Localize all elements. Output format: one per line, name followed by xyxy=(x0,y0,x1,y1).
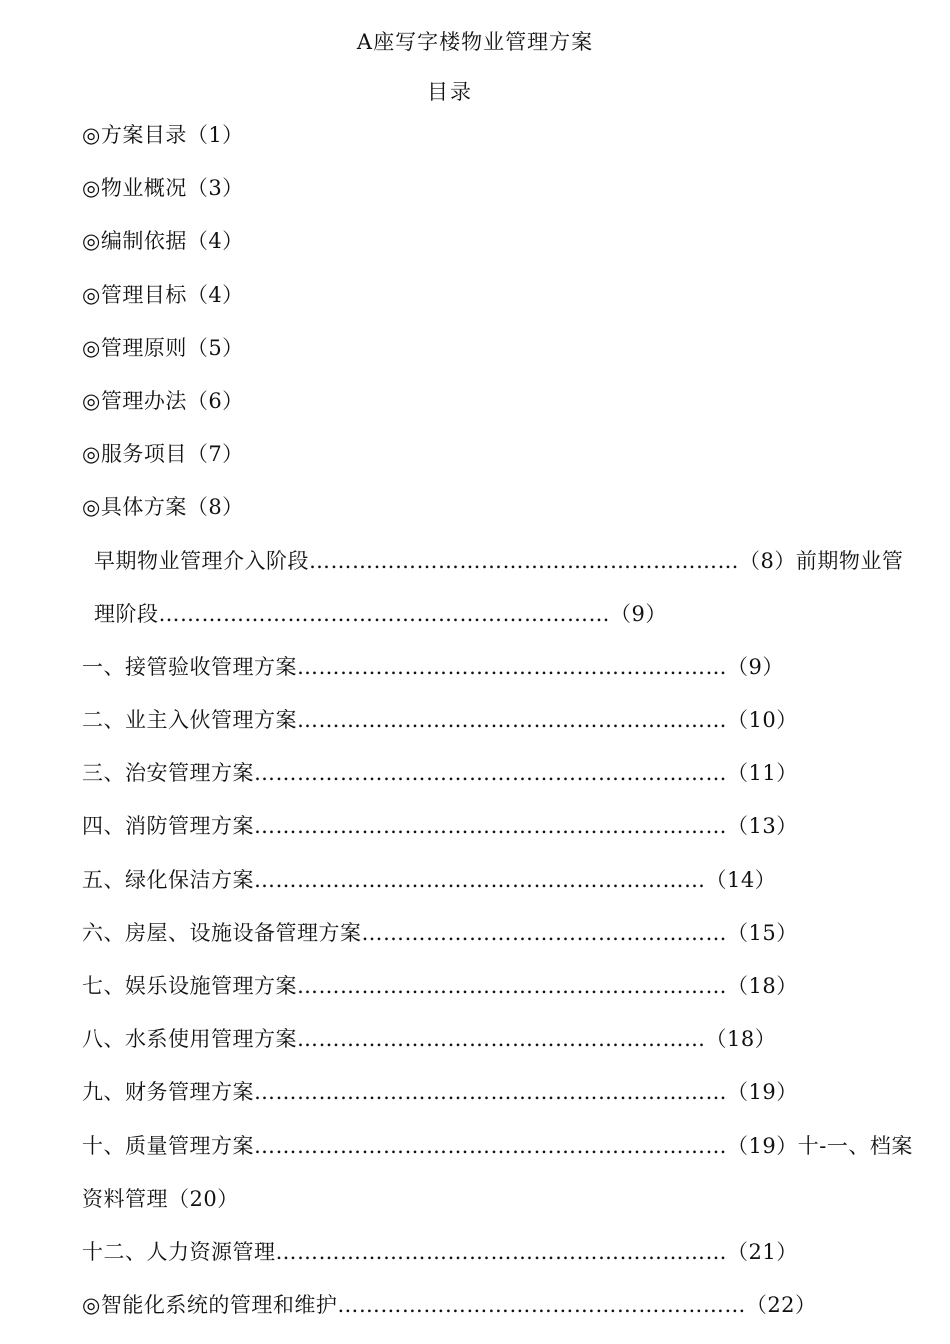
toc-entry-management-methods[interactable]: ◎管理办法（6） xyxy=(82,388,244,413)
toc-entry-quality[interactable]: 十、质量管理方案…………………………………………………………（19）十-一、档案 xyxy=(82,1133,913,1158)
toc-entry-archives-continued[interactable]: 资料管理（20） xyxy=(82,1186,239,1211)
toc-entry-property-overview[interactable]: ◎物业概况（3） xyxy=(82,176,244,201)
toc-entry-move-in[interactable]: 二、业主入伙管理方案……………………………………………………（10） xyxy=(82,708,798,733)
toc-entry-management-principles[interactable]: ◎管理原则（5） xyxy=(82,335,244,360)
toc-heading: 目录 xyxy=(427,80,473,104)
toc-entry-early-stage-continued[interactable]: 理阶段………………………………………………………（9） xyxy=(94,601,667,626)
toc-entry-human-resources[interactable]: 十二、人力资源管理………………………………………………………（21） xyxy=(82,1239,798,1264)
toc-entry-finance[interactable]: 九、财务管理方案…………………………………………………………（19） xyxy=(82,1080,798,1105)
toc-entry-service-items[interactable]: ◎服务项目（7） xyxy=(82,442,244,467)
document-title: A座写字楼物业管理方案 xyxy=(356,30,594,54)
toc-entry-management-goals[interactable]: ◎管理目标（4） xyxy=(82,282,244,307)
toc-entry-intelligent-systems[interactable]: ◎智能化系统的管理和维护…………………………………………………（22） xyxy=(82,1293,817,1318)
toc-entry-takeover[interactable]: 一、接管验收管理方案……………………………………………………（9） xyxy=(82,654,784,679)
toc-entry-greening-cleaning[interactable]: 五、绿化保洁方案………………………………………………………（14） xyxy=(82,867,777,892)
toc-entry-security[interactable]: 三、治安管理方案…………………………………………………………（11） xyxy=(82,761,798,786)
toc-entry-facilities[interactable]: 六、房屋、设施设备管理方案……………………………………………（15） xyxy=(82,920,798,945)
toc-entry-water-system[interactable]: 八、水系使用管理方案…………………………………………………（18） xyxy=(82,1027,777,1052)
table-of-contents xyxy=(82,120,913,1343)
toc-entry-specific-plans[interactable]: ◎具体方案（8） xyxy=(82,495,244,520)
toc-entry-recreation[interactable]: 七、娱乐设施管理方案……………………………………………………（18） xyxy=(82,974,798,998)
toc-entry-fire-safety[interactable]: 四、消防管理方案…………………………………………………………（13） xyxy=(82,814,798,839)
toc-entry-basis[interactable]: ◎编制依据（4） xyxy=(82,229,244,254)
toc-entry-early-stage[interactable]: 早期物业管理介入阶段……………………………………………………（8）前期物业管 xyxy=(94,548,904,573)
toc-entry-plan-contents[interactable]: ◎方案目录（1） xyxy=(82,123,244,147)
